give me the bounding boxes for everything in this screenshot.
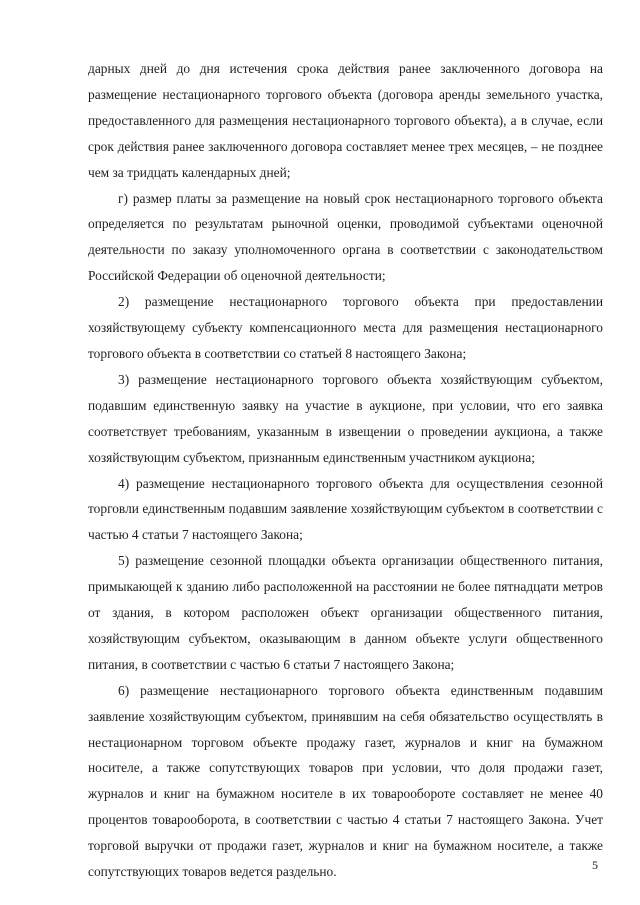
paragraph-item-6: 6) размещение нестационарного торгового объекта единственным подавшим заявление хозяйствующим субъектом, принявшим на себя обязательство осуществлять в нестационарном торговом объекте продажу газет, журналов и книг на бумажном носителе, а также сопутствующих товаров при условии, что доля продажи газет, журналов и книг на бумажном носителе в их товарообороте составляет не менее 40 процентов товарооборота, в соответствии с частью 4 статьи 7 настоящего Закона. Учет торговой выручки от продажи газет, журналов и книг на бумажном носителе, а также сопутствующих товаров ведется раздельно. bbox=[88, 682, 603, 880]
paragraph-item-2: 2) размещение нестационарного торгового объекта при предоставлении хозяйствующему субъекту компенсационного места для размещения нестационарного торгового объекта в соответствии со статьей 8 настоящего Закона; bbox=[88, 294, 603, 361]
paragraph-item-5: 5) размещение сезонной площадки объекта организации общественного питания, примыкающей к зданию либо расположенной на расстоянии не более пятнадцати метров от здания, в котором расположен объект организации общественного питания, хозяйствующим субъектом, оказывающим в данном объекте услуги общественного питания, в соответствии с частью 6 статьи 7 настоящего Закона; bbox=[88, 553, 603, 672]
paragraph-continuation: дарных дней до дня истечения срока действия ранее заключенного договора на размещение нестационарного торгового объекта (договора аренды земельного участка, предоставленного для размещения нестационарного торгового объекта), а в случае, если срок действия ранее заключенного договора составляет менее трех месяцев, – не позднее чем за тридцать календарных дней; bbox=[88, 61, 603, 180]
paragraph-item-4: 4) размещение нестационарного торгового объекта для осуществления сезонной торговли единственным подавшим заявление хозяйствующим субъектом в соответствии с частью 4 статьи 7 настоящего Закона; bbox=[88, 475, 603, 543]
page-number: 5 bbox=[592, 858, 598, 872]
paragraph-item-g: г) размер платы за размещение на новый срок нестационарного торгового объекта определяется по результатам рыночной оценки, проводимой субъектами оценочной деятельности по заказу уполномоченного органа в соответствии с законодательством Российской Федерации об оценочной деятельности; bbox=[88, 190, 603, 284]
document-body bbox=[88, 56, 603, 885]
paragraph-item-3: 3) размещение нестационарного торгового объекта хозяйствующим субъектом, подавшим единственную заявку на участие в аукционе, при условии, что его заявка соответствует требованиям, указанным в извещении о проведении аукциона, а также хозяйствующим субъектом, признанным единственным участником аукциона; bbox=[88, 371, 603, 465]
